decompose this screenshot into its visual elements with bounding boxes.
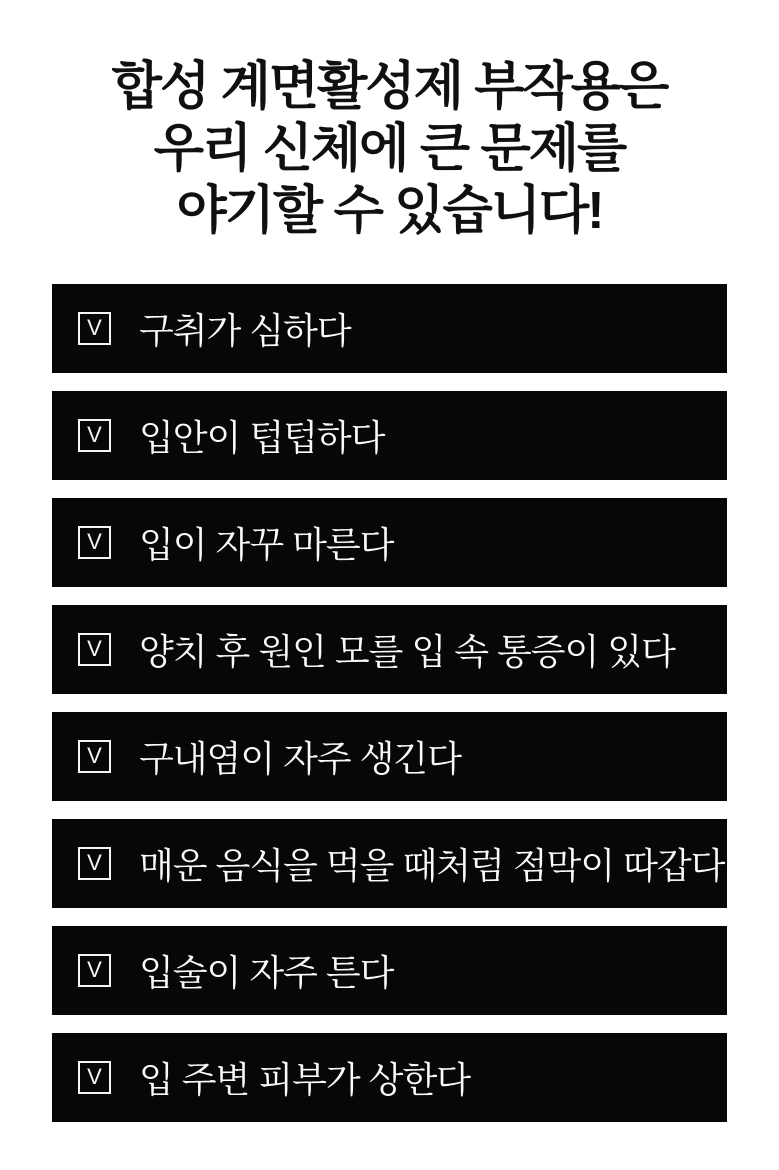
title-line: 야기할 수 있습니다! — [176, 182, 603, 240]
checkbox-icon — [78, 847, 111, 880]
checklist-item — [52, 284, 727, 373]
checklist-item-label: 매운 음식을 먹을 때처럼 점막이 따갑다 — [139, 845, 725, 886]
page-title — [0, 0, 779, 242]
checkbox-icon — [78, 1061, 111, 1094]
checkbox-icon — [78, 312, 111, 345]
check-v-glyph: V — [87, 314, 102, 340]
checkbox-icon — [78, 633, 111, 666]
checkbox-icon — [78, 526, 111, 559]
checklist-item — [52, 605, 727, 694]
checklist-item — [52, 391, 727, 480]
title-line: 합성 계면활성제 부작용은 — [111, 58, 668, 116]
checklist-item-label: 입이 자꾸 마른다 — [139, 524, 394, 565]
check-v-glyph: V — [87, 956, 102, 982]
check-v-glyph: V — [87, 849, 102, 875]
checkbox-icon — [78, 954, 111, 987]
checklist-item — [52, 1033, 727, 1122]
checklist-item-label: 구취가 심하다 — [139, 310, 351, 351]
check-v-glyph: V — [87, 742, 102, 768]
checkbox-icon — [78, 419, 111, 452]
checklist-item-label: 입안이 텁텁하다 — [139, 417, 385, 458]
check-v-glyph: V — [87, 1063, 102, 1089]
check-v-glyph: V — [87, 421, 102, 447]
check-v-glyph: V — [87, 528, 102, 554]
title-line: 우리 신체에 큰 문제를 — [153, 120, 626, 178]
checklist-item-label: 양치 후 원인 모를 입 속 통증이 있다 — [139, 631, 675, 672]
checklist-item — [52, 712, 727, 801]
checklist-item-label: 구내염이 자주 생긴다 — [139, 738, 461, 779]
checklist-item — [52, 819, 727, 908]
checklist-item — [52, 498, 727, 587]
checklist-item-label: 입술이 자주 튼다 — [139, 952, 394, 993]
check-v-glyph: V — [87, 635, 102, 661]
symptom-checklist — [0, 284, 779, 1122]
checklist-item-label: 입 주변 피부가 상한다 — [139, 1059, 470, 1100]
checkbox-icon — [78, 740, 111, 773]
checklist-item — [52, 926, 727, 1015]
